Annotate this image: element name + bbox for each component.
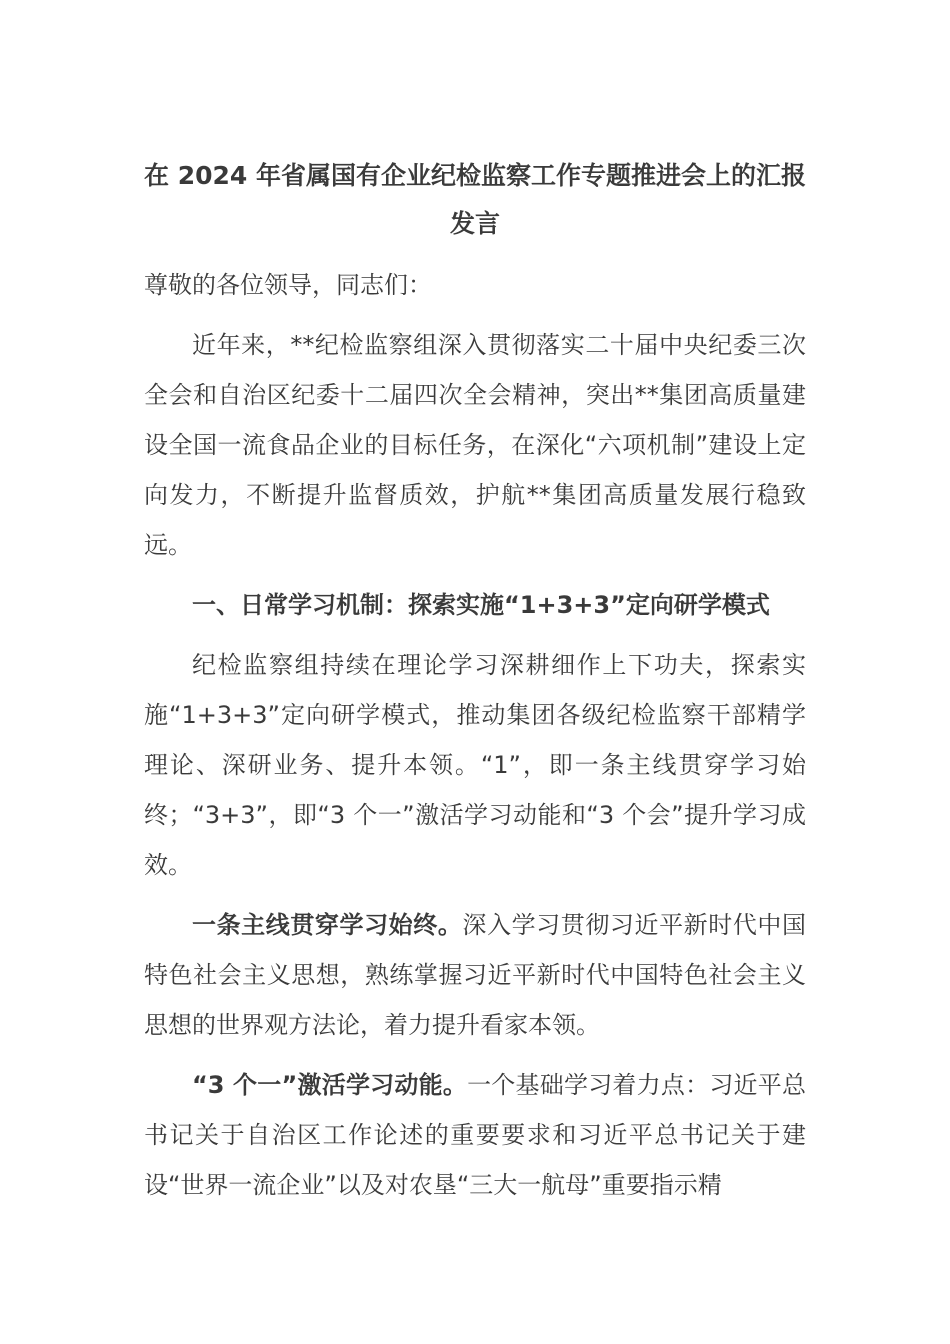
section-heading: 一、日常学习机制：探索实施“1+3+3”定向研学模式 — [192, 591, 770, 619]
intro-paragraph — [144, 320, 806, 570]
body-paragraph — [144, 640, 806, 890]
greeting: 尊敬的各位领导，同志们： — [144, 271, 432, 299]
document-title: 在 2024 年省属国有企业纪检监察工作专题推进会上的汇报发言 — [144, 161, 806, 238]
paragraph-lead: 一条主线贯穿学习始终。 — [192, 911, 463, 939]
document-page — [144, 152, 806, 1220]
body-paragraph — [144, 900, 806, 1050]
paragraph-text: 近年来，**纪检监察组深入贯彻落实二十届中央纪委三次全会和自治区纪委十二届四次全会精神，突出**集团高质量建设全国一流食品企业的目标任务，在深化“六项机制”建设上定向发力，不断提升监督质效，护航**集团高质量发展行稳致远。 — [144, 331, 806, 559]
body-paragraph — [144, 1060, 806, 1210]
paragraph-lead: “3 个一”激活学习动能。 — [192, 1071, 468, 1099]
paragraph-text: 纪检监察组持续在理论学习深耕细作上下功夫，探索实施“1+3+3”定向研学模式，推动集团各级纪检监察干部精学理论、深研业务、提升本领。“1”，即一条主线贯穿学习始终；“3+3”，即“3 个一”激活学习动能和“3 个会”提升学习成效。 — [144, 651, 806, 879]
paragraph-text: 一个基础学习着力点：习近平总书记关于自治区工作论述的重要要求和习近平总书记关于建设“世界一流企业”以及对农垦“三大一航母”重要指示精 — [144, 1071, 806, 1199]
paragraph-text: 深入学习贯彻习近平新时代中国特色社会主义思想，熟练掌握习近平新时代中国特色社会主义思想的世界观方法论，着力提升看家本领。 — [144, 911, 807, 1039]
